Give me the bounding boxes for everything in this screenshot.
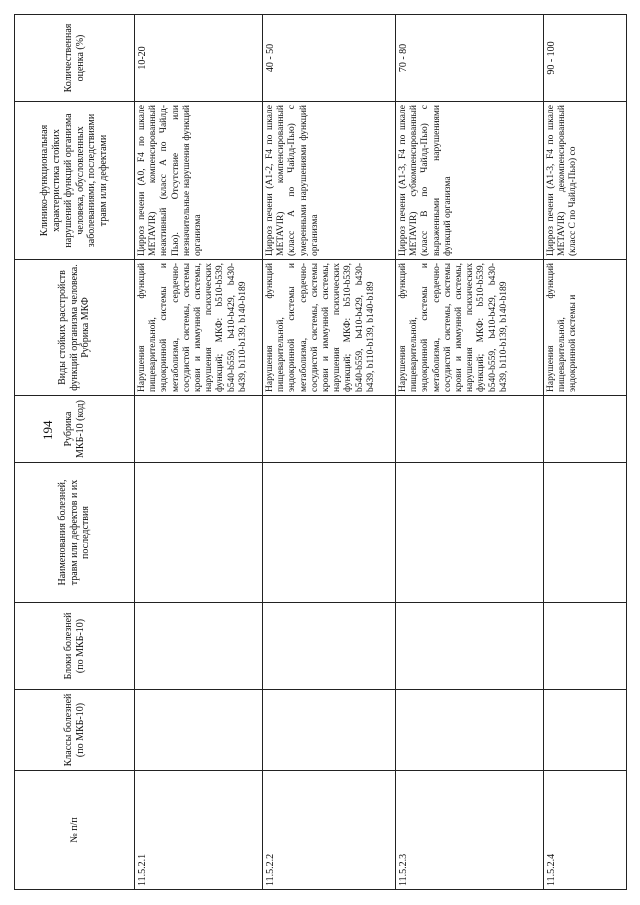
clinical-cell: Цирроз печени (A0, F4 по шкале METAVIR) компенсированный неактивный (класс A по Чайлд-Пью). Отсутствие или незначительные нарушения функций организма xyxy=(135,102,263,260)
header-score: Количественная оценка (%) xyxy=(15,15,135,102)
names-cell xyxy=(263,463,396,603)
score-cell: 10-20 xyxy=(135,15,263,102)
disability-criteria-table xyxy=(14,14,627,890)
table-row xyxy=(396,15,544,890)
code-cell xyxy=(135,396,263,463)
score-cell: 90 - 100 xyxy=(544,15,627,102)
table-row xyxy=(263,15,396,890)
code-cell xyxy=(544,396,627,463)
clinical-cell: Цирроз печени (A1-2, F4 по шкале METAVIR) компенсированный (класс A по Чайлд-Пью) с умеренными нарушениями функций организма xyxy=(263,102,396,260)
page-number: 194 xyxy=(40,420,55,440)
classes-cell xyxy=(263,690,396,771)
header-num: № п/п xyxy=(15,771,135,890)
names-cell xyxy=(135,463,263,603)
classes-cell xyxy=(396,690,544,771)
table-row xyxy=(135,15,263,890)
header-names: Наименования болезней, травм или дефектов и их последствия xyxy=(15,463,135,603)
row-number: 11.5.2.2 xyxy=(263,771,396,890)
classes-cell xyxy=(135,690,263,771)
types-cell: Нарушения функций пищеварительной, эндокринной системы и xyxy=(544,260,627,396)
header-code: Рубрика МКБ-10 (код) xyxy=(15,396,135,463)
header-types: Виды стойких расстройств функций организма человека. Рубрика МКФ xyxy=(15,260,135,396)
header-blocks: Блоки болезней (по МКБ-10) xyxy=(15,603,135,690)
types-cell: Нарушения функций пищеварительной, эндокринной системы и метаболизма, сердечно-сосудистой системы, системы крови и иммунной системы, нарушения психических функций; МКФ: b510-b539, b540-b559, b410-b429, b430-b439, b110-b139, b140-b189 xyxy=(263,260,396,396)
names-cell xyxy=(544,463,627,603)
score-cell: 70 - 80 xyxy=(396,15,544,102)
code-cell xyxy=(396,396,544,463)
clinical-cell: Цирроз печени (A1-3, F4 по шкале METAVIR) декомпенсированный (класс C по Чайлд-Пью) со xyxy=(544,102,627,260)
blocks-cell xyxy=(396,603,544,690)
row-number: 11.5.2.1 xyxy=(135,771,263,890)
table-row xyxy=(544,15,627,890)
header-row xyxy=(15,15,135,890)
blocks-cell xyxy=(544,603,627,690)
blocks-cell xyxy=(135,603,263,690)
code-cell xyxy=(263,396,396,463)
row-number: 11.5.2.4 xyxy=(544,771,627,890)
score-cell: 40 - 50 xyxy=(263,15,396,102)
types-cell: Нарушения функций пищеварительной, эндокринной системы и метаболизма, сердечно-сосудистой системы, системы крови и иммунной системы, нарушения психических функций; МКФ: b510-b539, b540-b559, b410-b429, b430-b439, b110-b139, b140-b189 xyxy=(135,260,263,396)
row-number: 11.5.2.3 xyxy=(396,771,544,890)
names-cell xyxy=(396,463,544,603)
types-cell: Нарушения функций пищеварительной, эндокринной системы и метаболизма, сердечно-сосудистой системы, системы крови и иммунной системы, нарушения психических функций; МКФ: b510-b539, b540-b559, b410-b429, b430-b439, b110-b139, b140-b189 xyxy=(396,260,544,396)
classes-cell xyxy=(544,690,627,771)
blocks-cell xyxy=(263,603,396,690)
header-classes: Классы болезней (по МКБ-10) xyxy=(15,690,135,771)
header-clinical: Клинико-функциональная характеристика стойких нарушений функций организма человека, обусловленных заболеваниями, последствиями травм или дефектами xyxy=(15,102,135,260)
rotated-table-wrapper xyxy=(14,15,626,890)
clinical-cell: Цирроз печени (A1-3, F4 по шкале METAVIR) субкомпенсированный (класс B по Чайлд-Пью) с выраженными нарушениями функций организма xyxy=(396,102,544,260)
